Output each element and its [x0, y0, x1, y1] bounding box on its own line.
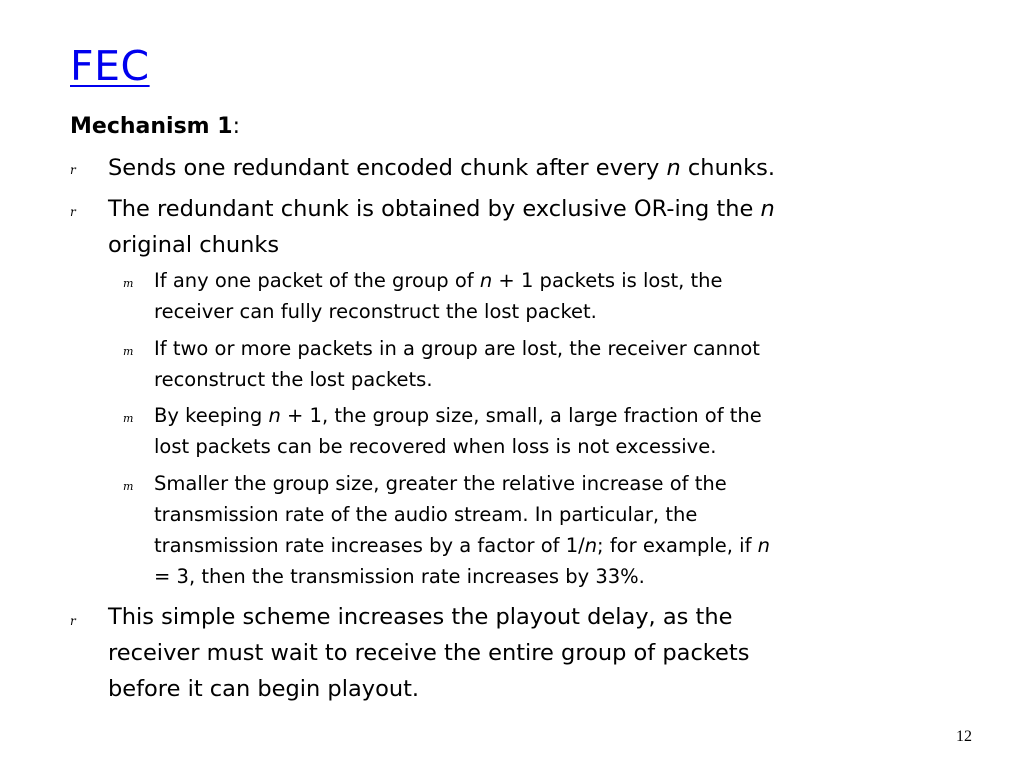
bullet-r-icon: r [70, 614, 76, 628]
text-span: chunks. [680, 155, 775, 181]
text-span: Sends one redundant encoded chunk after every [108, 155, 667, 181]
sub-item-group-size [154, 400, 762, 462]
text-span: + 1 packets is lost, the [492, 269, 723, 292]
bullet-m-icon: m [123, 345, 134, 358]
bullet-r-icon: r [70, 163, 76, 177]
list-item-line: reconstruct the lost packets. [154, 368, 433, 391]
list-item-line: lost packets can be recovered when loss is not excessive. [154, 435, 717, 458]
bullet-r-icon: r [70, 205, 76, 219]
variable-n: n [666, 155, 681, 181]
variable-n: n [760, 196, 775, 222]
list-item-line: If two or more packets in a group are lost, the receiver cannot [154, 337, 760, 360]
list-item-line: Smaller the group size, greater the relative increase of the [154, 472, 727, 495]
list-item-line: receiver can fully reconstruct the lost packet. [154, 300, 597, 323]
mechanism-heading-colon: : [232, 114, 240, 139]
list-item-line: original chunks [108, 232, 280, 258]
text-span: By keeping [154, 404, 269, 427]
list-item-line [154, 265, 723, 296]
page-number: 12 [956, 728, 972, 745]
list-item-line: before it can begin playout. [108, 676, 420, 702]
list-item-line: receiver must wait to receive the entire group of packets [108, 640, 750, 666]
text-span: transmission rate increases by a factor of 1/ [154, 534, 585, 557]
sub-item-one-lost [154, 265, 723, 327]
list-item-xor [108, 191, 775, 263]
sub-item-two-lost [154, 333, 760, 395]
variable-n: n [584, 534, 598, 557]
list-item-line: = 3, then the transmission rate increases by 33%. [154, 565, 645, 588]
bullet-m-icon: m [123, 480, 134, 493]
text-span: + 1, the group size, small, a large fraction of the [280, 404, 762, 427]
list-item-line [154, 400, 762, 431]
list-item-line: This simple scheme increases the playout delay, as the [108, 604, 733, 630]
list-item-redundant-chunk [108, 150, 775, 186]
mechanism-heading-label: Mechanism 1 [70, 114, 233, 139]
variable-n: n [757, 534, 770, 557]
sub-item-transmission-rate [154, 468, 770, 592]
list-item-line: transmission rate of the audio stream. In particular, the [154, 503, 698, 526]
bullet-m-icon: m [123, 412, 134, 425]
list-item-line [108, 150, 775, 186]
bullet-m-icon: m [123, 277, 134, 290]
text-span: If any one packet of the group of [154, 269, 480, 292]
list-item-playout-delay [108, 599, 749, 707]
mechanism-heading [70, 112, 240, 142]
text-span: ; for example, if [597, 534, 758, 557]
variable-n: n [268, 404, 281, 427]
text-span: The redundant chunk is obtained by exclusive OR-ing the [108, 196, 761, 222]
list-item-line [108, 191, 775, 227]
variable-n: n [479, 269, 493, 292]
list-item-line [154, 530, 770, 561]
slide-title[interactable]: FEC [70, 42, 150, 90]
